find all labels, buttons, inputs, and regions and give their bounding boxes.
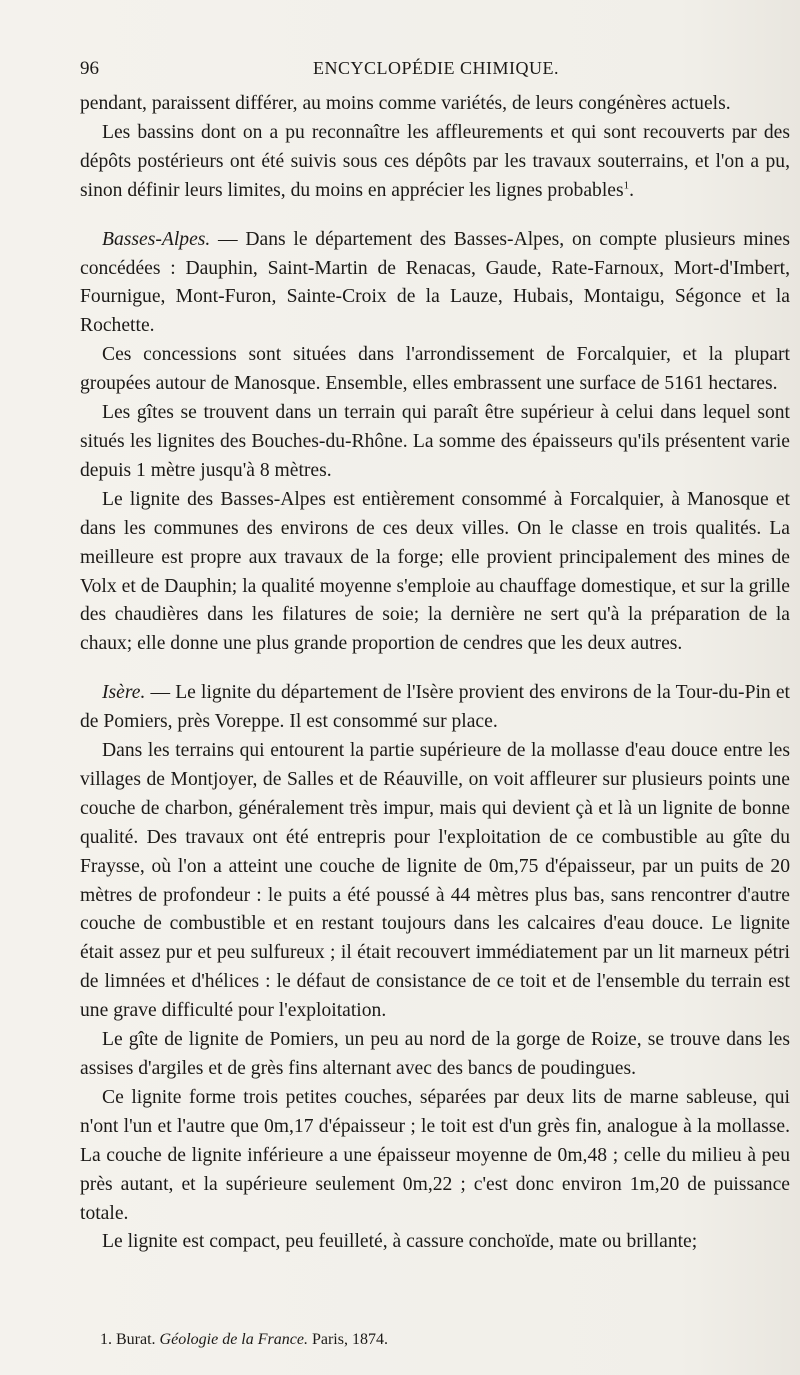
running-title: ENCYCLOPÉDIE CHIMIQUE. [313,58,559,78]
paragraph [80,399,790,486]
paragraph-text: pendant, paraissent différer, au moins comme variétés, de leurs congénères actuels. [80,93,731,114]
section-heading: Isère. [102,682,146,704]
paragraph-text: Ces concessions sont situées dans l'arrondissement de Forcalquier, et la plupart groupées autour de Manosque. Ensemble, elles embrassent une surface de 5161 hectares. [80,344,790,395]
paragraph-text: — Le lignite du département de l'Isère provient des environs de la Tour-du-Pin et de Pomiers, près Voreppe. Il est consommé sur place. [80,682,790,733]
footnote-ref: 1 [623,179,630,192]
paragraph-text: Dans les terrains qui entourent la partie supérieure de la mollasse d'eau douce entre les villages de Montjoyer, de Salles et de Réauville, on voit affleurer sur plusieurs points une couche de charbon, généralement très impur, mais qui devient çà et là un lignite de bonne qualité. Des travaux ont été entrepris pour l'exploitation de ce combustible au gîte du Fraysse, où l'on a atteint une couche de lignite de 0m,75 d'épaisseur, par un puits de 20 mètres de profondeur : le puits a été poussé à 44 mètres plus bas, sans rencontrer d'autre couche de combustible et en restant toujours dans les calcaires d'eau douce. Le lignite était assez pur et peu sulfureux ; il était recouvert immédiatement par un lit marneux pétri de limnées et d'hélices : le défaut de consistance de ce toit et de l'ensemble du terrain est une grave difficulté pour l'exploitation. [80,740,790,1022]
paragraph [80,1084,790,1229]
paragraph-text: Les gîtes se trouvent dans un terrain qui paraît être supérieur à celui dans lequel sont situés les lignites des Bouches-du-Rhône. La somme des épaisseurs qu'ils présentent varie depuis 1 mètre jusqu'à 8 mètres. [80,402,790,481]
paragraph-text: — Dans le département des Basses-Alpes, on compte plusieurs mines concédées : Dauphin, Saint-Martin de Renacas, Gaude, Rate-Farnoux, Mort-d'Imbert, Fournigue, Mont-Furon, Sainte-Croix de la Lauze, Hubais, Montaigu, Ségonce et la Rochette. [80,228,790,337]
paragraph [80,90,790,119]
page-header [80,58,792,88]
paragraph [80,341,790,399]
footnote-author: Burat. [116,1331,156,1348]
paragraph-text: Ce lignite forme trois petites couches, séparées par deux lits de marne sableuse, qui n'ont l'un et l'autre que 0m,17 d'épaisseur ; le toit est d'un grès fin, analogue à la mollasse. La couche de lignite inférieure a une épaisseur moyenne de 0m,48 ; celle du milieu à peu près autant, et la supérieure seulement 0m,22 ; c'est donc environ 1m,20 de puissance totale. [80,1086,790,1224]
footnote [100,1330,780,1350]
paragraph-text: Les bassins dont on a pu reconnaître les affleurements et qui sont recouverts par des dépôts postérieurs ont été suivis sous ces dépôts par les travaux souterrains, et l'on a pu, sinon définir leurs limites, du moins en apprécier les lignes probables [80,121,790,201]
footnote-number: 1. [100,1331,112,1348]
paragraph-text: Le gîte de lignite de Pomiers, un peu au nord de la gorge de Roize, se trouve dans les assises d'argiles et de grès fins alternant avec des bancs de poudingues. [80,1029,790,1079]
paragraph-tail: . [629,179,635,201]
paragraph [80,1228,790,1257]
paragraph [80,486,790,659]
page-number: 96 [80,58,99,79]
section-paragraph-basses-alpes [80,226,790,342]
paragraph [80,737,790,1026]
paragraph-text: Le lignite des Basses-Alpes est entièrement consommé à Forcalquier, à Manosque et dans les communes des environs de ces deux villes. On le classe en trois qualités. La meilleure est propre aux travaux de la forge; elle provient principalement des mines de Volx et de Dauphin; la qualité moyenne s'emploie au chauffage domestique, et sur la grille des chaudières dans les filatures de soie; la dernière ne sert qu'à la préparation de la chaux; elle donne une plus grande proportion de cendres que les deux autres. [80,488,790,655]
section-heading: Basses-Alpes. [102,228,211,250]
body-text [80,90,790,1257]
paragraph [80,1026,790,1084]
paragraph-text: Le lignite est compact, peu feuilleté, à cassure conchoïde, mate ou brillante; [102,1231,698,1253]
section-paragraph-isere [80,679,790,737]
paragraph [80,119,790,206]
footnote-place-date: Paris, 1874. [311,1331,388,1348]
footnote-work: Géologie de la France. [159,1331,308,1348]
